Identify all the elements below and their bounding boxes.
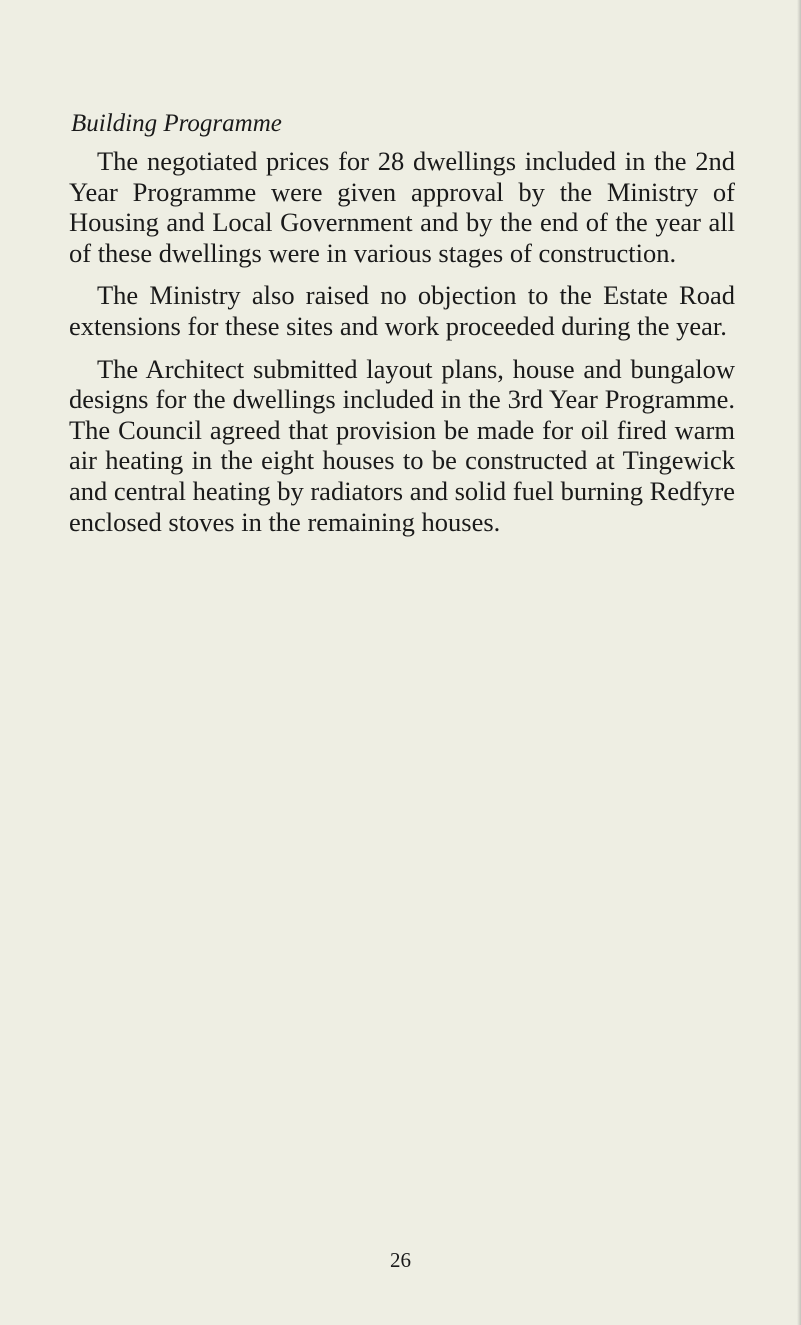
page-number: 26 <box>390 1248 411 1272</box>
paragraph-2: The Ministry also raised no objection to the Estate Road extensions for these sites and work proceeded during the year. <box>69 280 735 341</box>
paragraph-3: The Architect submitted layout plans, house and bungalow designs for the dwellings included in the 3rd Year Programme. The Council agreed that provision be made for oil fired warm air heating in the eight houses to be constructed at Tingewick and central heating by radiators and solid fuel burning Redfyre enclosed stoves in the remaining houses. <box>69 353 735 537</box>
paragraph-1: The negotiated prices for 28 dwellings included in the 2nd Year Programme were given approval by the Ministry of Housing and Local Government and by the end of the year all of these dwellings were in various stages of construction. <box>69 146 735 268</box>
page-edge-shadow <box>797 0 801 1325</box>
page-content <box>69 108 735 537</box>
section-heading: Building Programme <box>71 110 282 137</box>
